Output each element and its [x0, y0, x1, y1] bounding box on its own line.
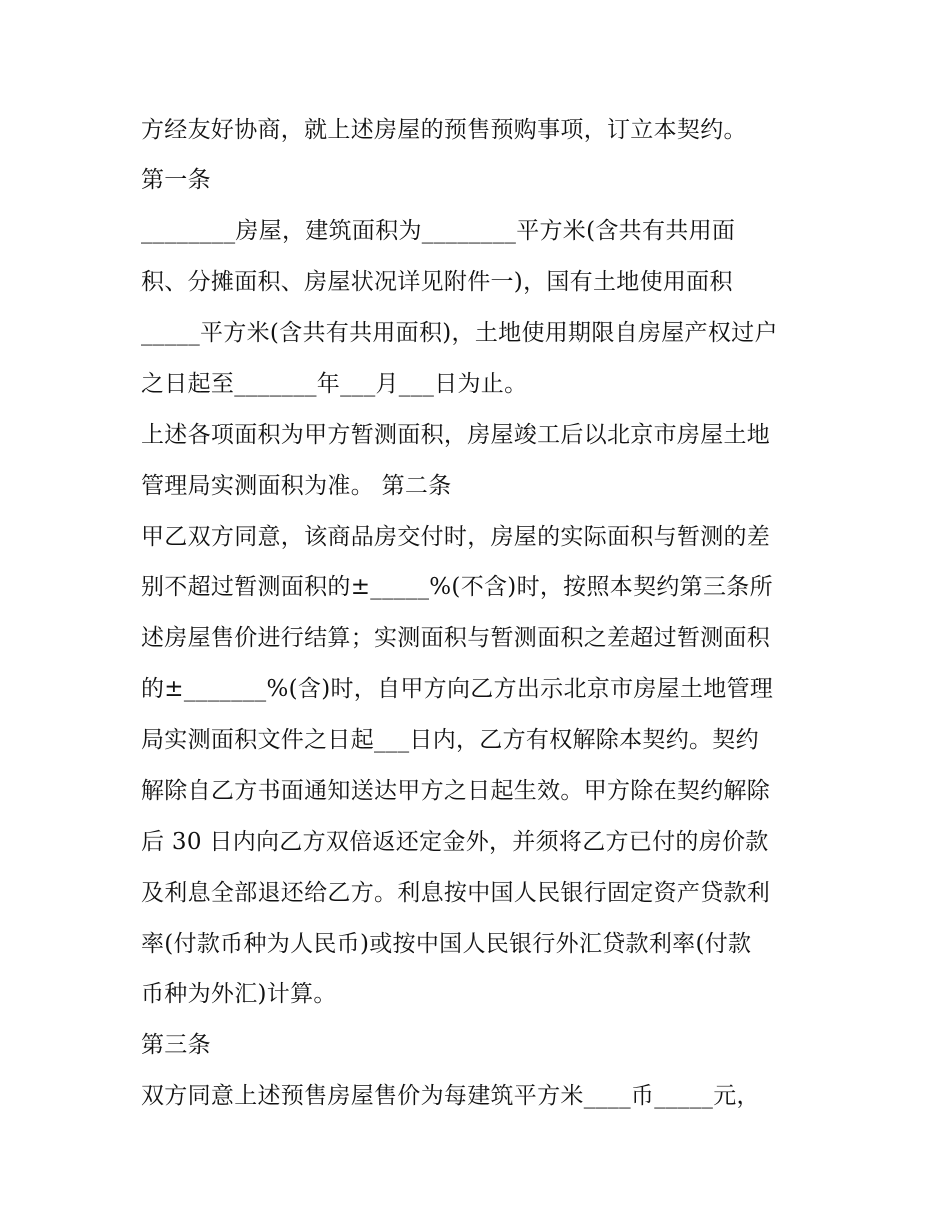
text-line: ________房屋，建筑面积为________平方米(含共有共用面: [141, 218, 736, 244]
text-line: 后 30 日内向乙方双倍返还定金外，并须将乙方已付的房价款: [141, 829, 769, 855]
text-line: 双方同意上述预售房屋售价为每建筑平方米____币_____元，: [141, 1083, 760, 1109]
text-line: 解除自乙方书面通知送达甲方之日起生效。甲方除在契约解除: [141, 778, 771, 804]
text-line: 述房屋售价进行结算；实测面积与暂测面积之差超过暂测面积: [141, 625, 771, 651]
text-line: 管理局实测面积为准。 第二条: [141, 473, 452, 499]
text-line: 之日起至_______年___月___日为止。: [141, 371, 528, 397]
text-line: 别不超过暂测面积的±_____%(不含)时，按照本契约第三条所: [141, 574, 773, 600]
article-heading: 第一条: [141, 167, 211, 193]
text-line: 率(付款币种为人民币)或按中国人民银行外汇贷款利率(付款: [141, 931, 752, 957]
text-line: 方经友好协商，就上述房屋的预售预购事项，订立本契约。: [141, 117, 747, 143]
text-line: 币种为外汇)计算。: [141, 981, 337, 1007]
text-line: 积、分摊面积、房屋状况详见附件一)，国有土地使用面积: [141, 269, 733, 295]
article-heading: 第三条: [141, 1032, 211, 1058]
text-line: 局实测面积文件之日起___日内，乙方有权解除本契约。契约: [141, 727, 759, 753]
text-line: 及利息全部退还给乙方。利息按中国人民银行固定资产贷款利: [141, 880, 771, 906]
text-line: 的±_______%(含)时，自甲方向乙方出示北京市房屋土地管理: [141, 676, 774, 702]
text-line: 上述各项面积为甲方暂测面积，房屋竣工后以北京市房屋土地: [141, 422, 771, 448]
text-line: 甲乙双方同意，该商品房交付时，房屋的实际面积与暂测的差: [141, 524, 771, 550]
text-line: _____平方米(含共有共用面积)，土地使用期限自房屋产权过户: [141, 320, 778, 346]
